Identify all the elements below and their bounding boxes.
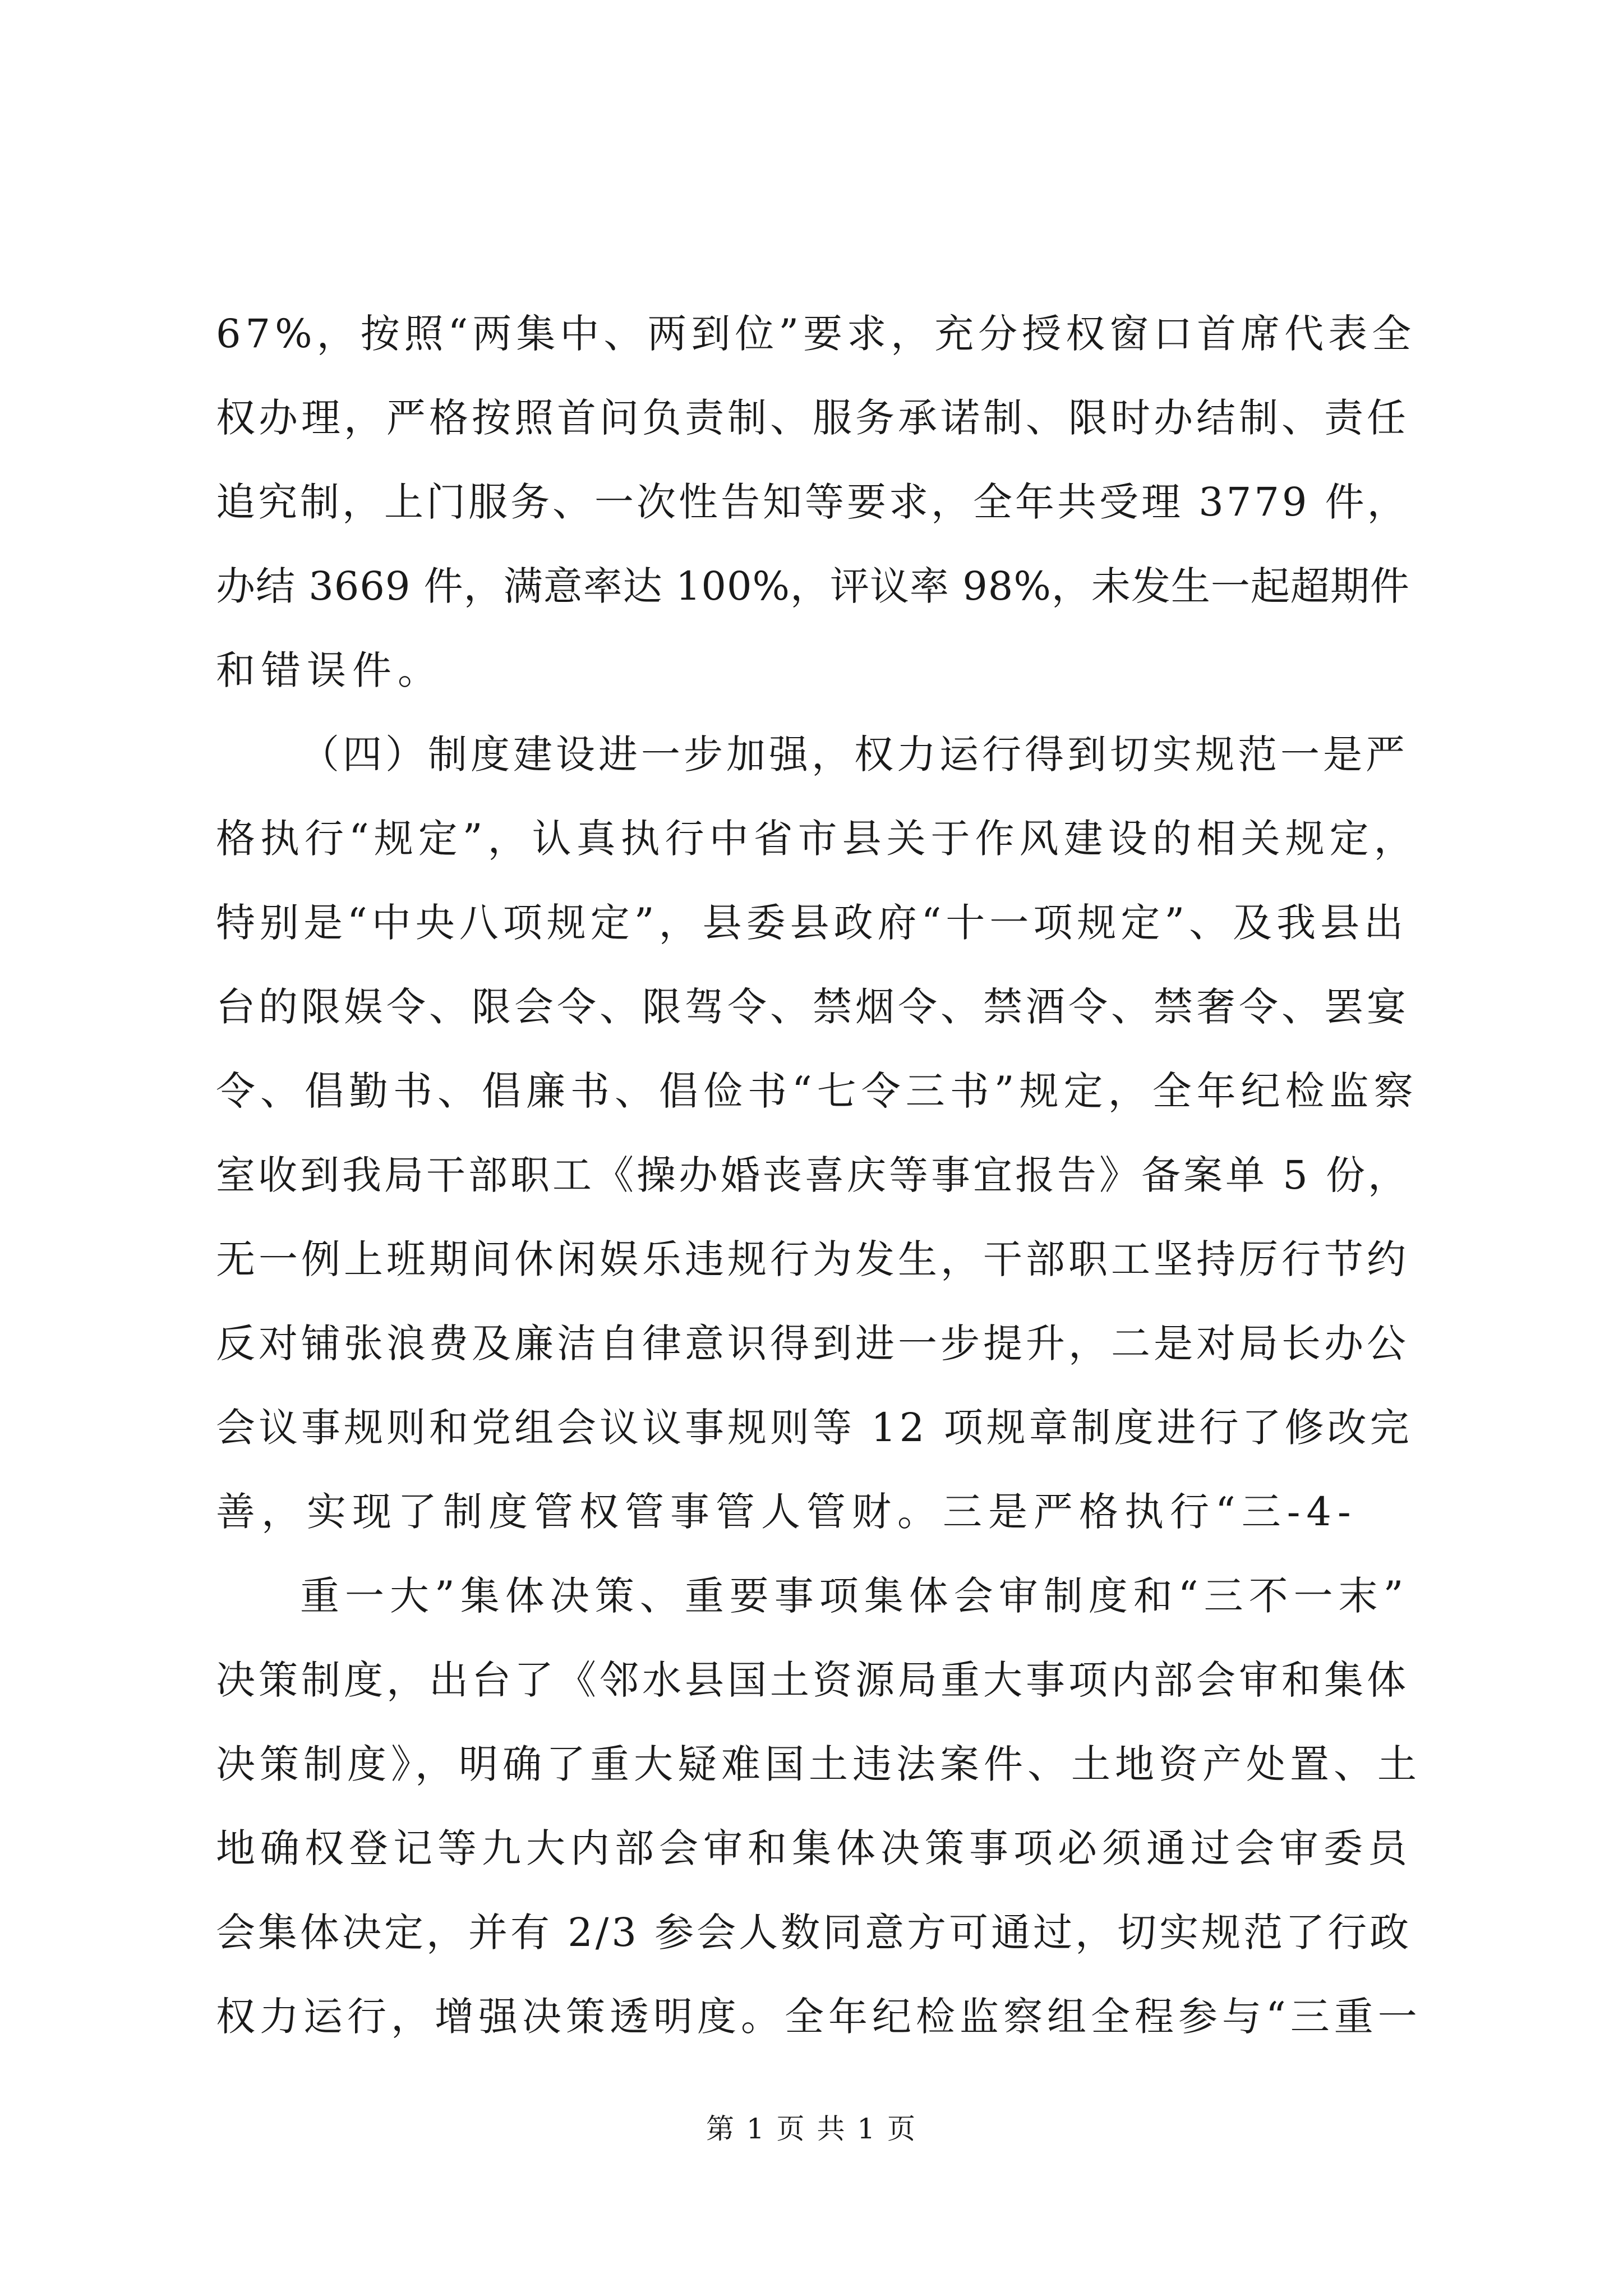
paragraph-line: 权办理，严格按照首问负责制、服务承诺制、限时办结制、责任 xyxy=(216,395,1409,441)
paragraph-line: 追究制，上门服务、一次性告知等要求，全年共受理 3779 件， xyxy=(216,479,1409,525)
paragraph-line: 办结 3669 件，满意率达 100%，评议率 98%，未发生一起超期件 xyxy=(216,563,1410,609)
paragraph-line: 会集体决定，并有 2/3 参会人数同意方可通过，切实规范了行政 xyxy=(216,1910,1412,1955)
paragraph-line: 室收到我局干部职工《操办婚丧喜庆等事宜报告》备案单 5 份， xyxy=(216,1152,1410,1198)
paragraph-line: 决策制度》，明确了重大疑难国土违法案件、土地资产处置、土 xyxy=(216,1741,1421,1787)
paragraph-line: 特别是“中央八项规定”，县委县政府“十一项规定”、及我县出 xyxy=(216,900,1408,946)
paragraph-line: 67%，按照“两集中、两到位”要求，充分授权窗口首席代表全 xyxy=(216,311,1416,357)
paragraph-line: 权力运行，增强决策透明度。全年纪检监察组全程参与“三重一 xyxy=(216,1994,1422,2040)
paragraph-line: 重一大”集体决策、重要事项集体会审制度和“三不一末” xyxy=(300,1573,1409,1619)
paragraph-line: 格执行“规定”，认真执行中省市县关于作风建设的相关规定， xyxy=(216,816,1418,862)
paragraph-line: 地确权登记等九大内部会审和集体决策事项必须通过会审委员 xyxy=(216,1825,1412,1871)
page-footer: 第 1 页 共 1 页 xyxy=(706,2113,917,2145)
paragraph-line: 决策制度，出台了《邻水县国土资源局重大事项内部会审和集体 xyxy=(216,1657,1409,1703)
paragraph-line: （四）制度建设进一步加强，权力运行得到切实规范一是严 xyxy=(300,731,1408,777)
paragraph-line: 无一例上班期间休闲娱乐违规行为发生，干部职工坚持厉行节约 xyxy=(216,1236,1409,1282)
paragraph-line: 和错误件。 xyxy=(216,647,443,693)
paragraph-line: 会议事规则和党组会议议事规则等 12 项规章制度进行了修改完 xyxy=(216,1405,1413,1451)
paragraph-line: 台的限娱令、限会令、限驾令、禁烟令、禁酒令、禁奢令、罢宴 xyxy=(216,984,1409,1030)
paragraph-line: 反对铺张浪费及廉洁自律意识得到进一步提升，二是对局长办公 xyxy=(216,1320,1409,1366)
paragraph-line: 令、倡勤书、倡廉书、倡俭书“七令三书”规定，全年纪检监察 xyxy=(216,1068,1418,1114)
paragraph-line: 善，实现了制度管权管事管人管财。三是严格执行“三-4- xyxy=(216,1489,1357,1535)
